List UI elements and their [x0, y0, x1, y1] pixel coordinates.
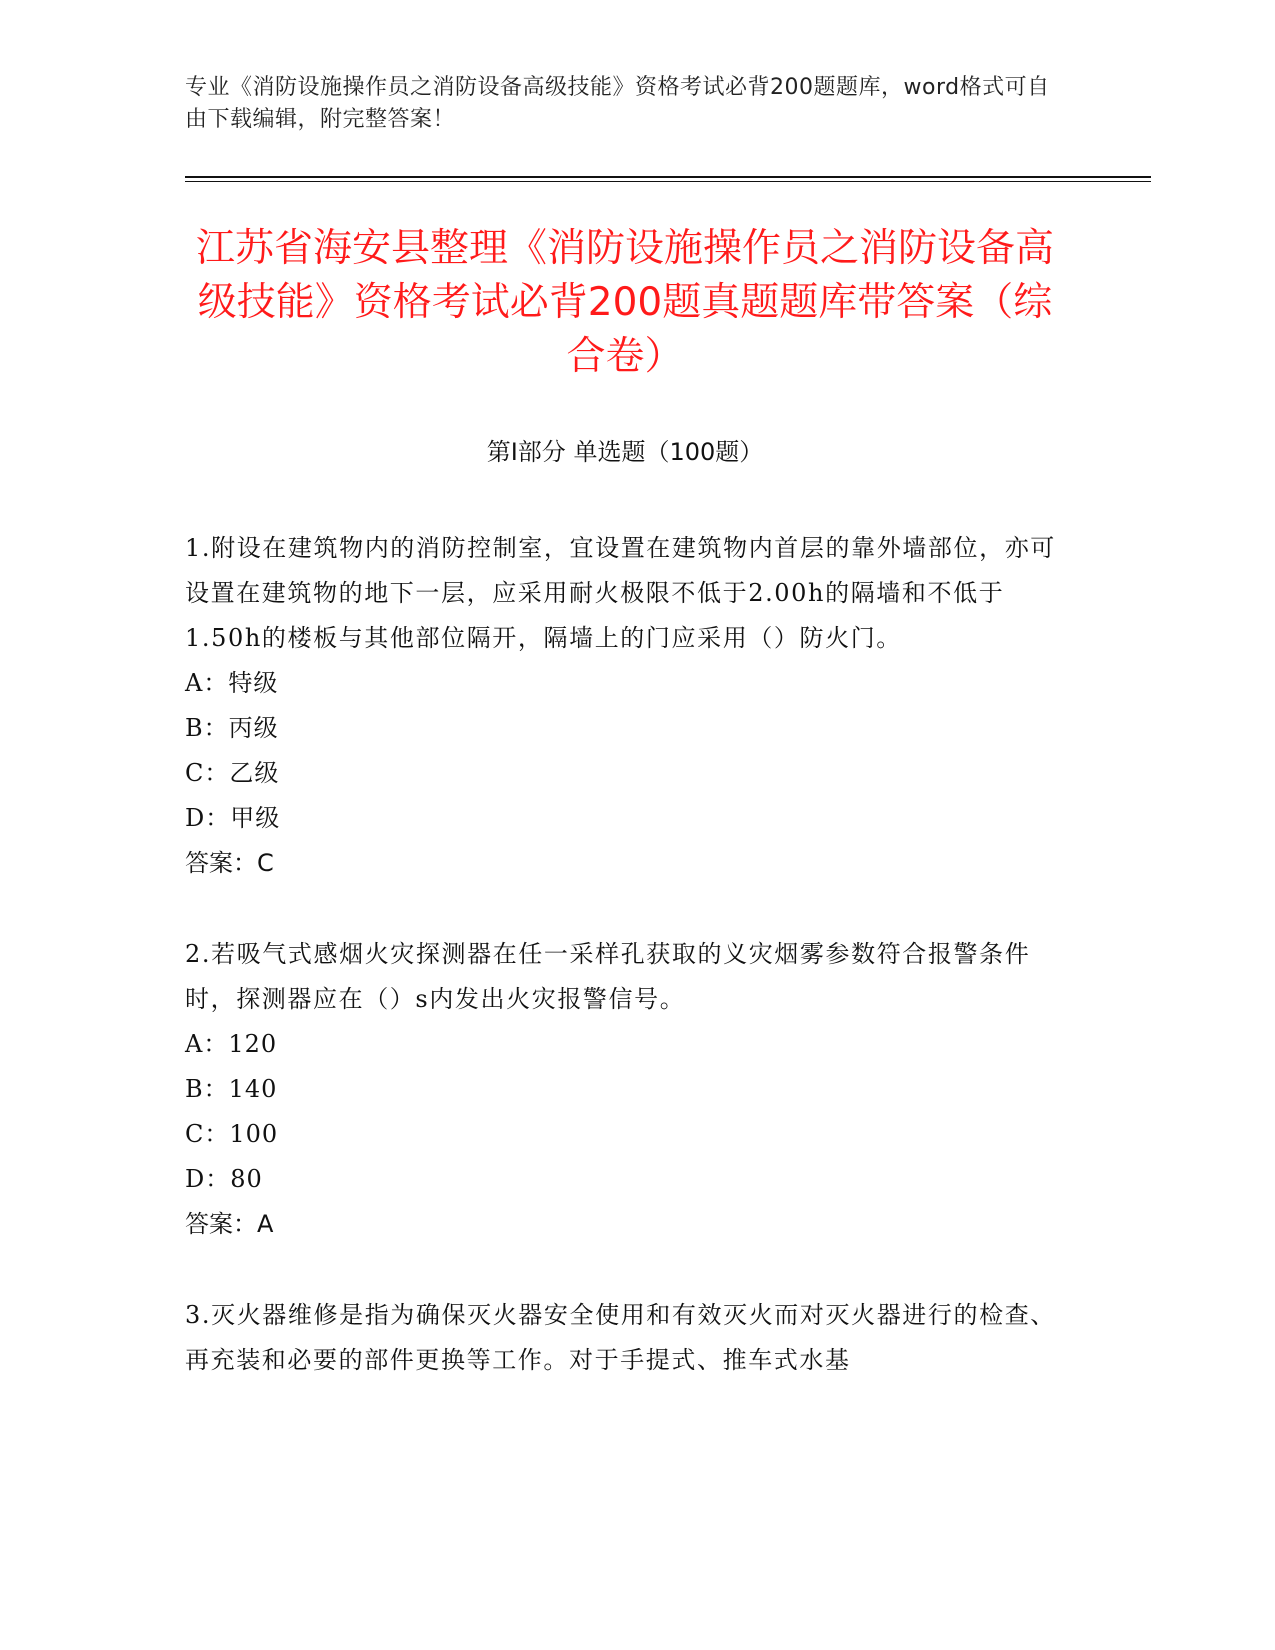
option-c: C：100	[185, 1120, 279, 1148]
answer: 答案：C	[185, 849, 274, 877]
question-stem: 1.附设在建筑物内的消防控制室，宜设置在建筑物内首层的靠外墙部位，亦可设置在建筑物的地下一层，应采用耐火极限不低于2.00h的隔墙和不低于1.50h的楼板与其他部位隔开，隔墙上的门应采用（）防火门。	[185, 534, 1056, 652]
question-stem: 2.若吸气式感烟火灾探测器在任一采样孔获取的义灾烟雾参数符合报警条件时，探测器应在（）s内发出火灾报警信号。	[185, 940, 1031, 1013]
option-d: D：80	[185, 1165, 263, 1193]
question-list	[185, 526, 1065, 1429]
question-2	[185, 932, 1065, 1247]
option-c: C：乙级	[185, 759, 280, 787]
option-b: B：140	[185, 1075, 278, 1103]
option-d: D：甲级	[185, 804, 281, 832]
answer: 答案：A	[185, 1210, 274, 1238]
question-3	[185, 1293, 1065, 1383]
question-stem: 3.灭火器维修是指为确保灭火器安全使用和有效灭火而对灭火器进行的检查、再充装和必要的部件更换等工作。对于手提式、推车式水基	[185, 1301, 1056, 1374]
option-b: B：丙级	[185, 714, 279, 742]
header-divider-thin	[185, 181, 1151, 182]
section-heading: 第Ⅰ部分 单选题（100题）	[486, 438, 764, 466]
question-1	[185, 526, 1065, 886]
option-a: A：特级	[185, 669, 279, 697]
option-a: A：120	[185, 1030, 278, 1058]
document-title: 江苏省海安县整理《消防设施操作员之消防设备高级技能》资格考试必背200题真题题库带答案（综合卷）	[195, 226, 1054, 379]
header-divider-thick	[185, 176, 1151, 178]
header-note: 专业《消防设施操作员之消防设备高级技能》资格考试必背200题题库，word格式可自由下载编辑，附完整答案！	[185, 75, 1050, 132]
